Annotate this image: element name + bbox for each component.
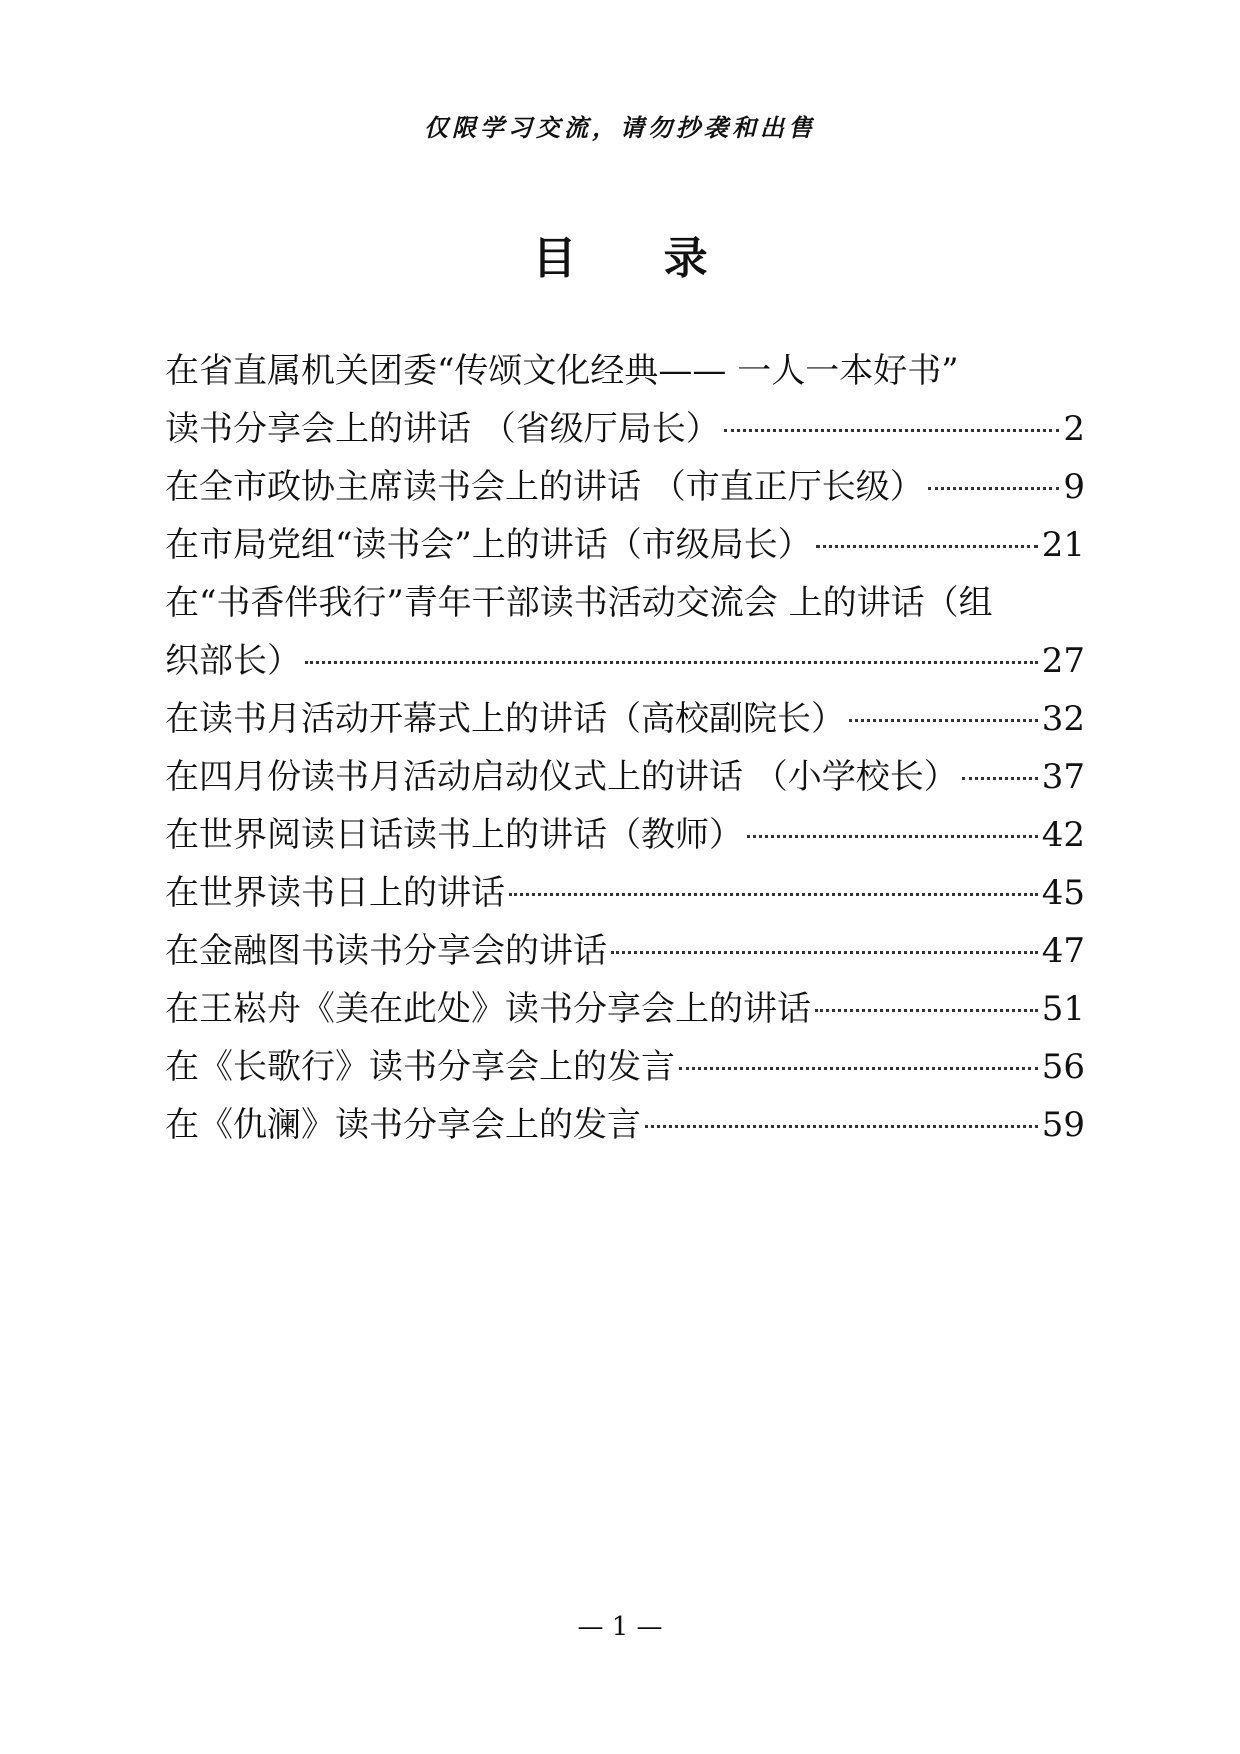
dot-leader bbox=[815, 1008, 1038, 1012]
toc-entry[interactable] bbox=[165, 516, 1085, 574]
toc-entry-title: 在“书香伴我行”青年干部读书活动交流会 上的讲话（组 bbox=[165, 583, 993, 623]
toc-entry-title: 织部长） bbox=[165, 641, 301, 681]
toc-page-number: 21 bbox=[1041, 525, 1085, 565]
toc-entry-title: 在省直属机关团委“传颂文化经典—— 一人一本好书” bbox=[165, 351, 959, 391]
toc-entry-title: 在世界读书日上的讲话 bbox=[165, 873, 505, 913]
toc-entry-title: 在《长歌行》读书分享会上的发言 bbox=[165, 1047, 675, 1087]
toc-entry-title: 在读书月活动开幕式上的讲话（高校副院长） bbox=[165, 699, 845, 739]
toc-entry[interactable] bbox=[165, 574, 1085, 690]
toc-entry[interactable] bbox=[165, 342, 1085, 458]
dot-leader bbox=[305, 660, 1038, 664]
page-title: 目 录 bbox=[532, 233, 744, 284]
toc-page-number: 32 bbox=[1041, 699, 1085, 739]
toc-page-number: 27 bbox=[1041, 641, 1085, 681]
toc-page-number: 56 bbox=[1041, 1047, 1085, 1087]
toc-entry-title: 在金融图书读书分享会的讲话 bbox=[165, 931, 607, 971]
table-of-contents bbox=[165, 342, 1085, 1154]
toc-page-number: 2 bbox=[1063, 409, 1085, 449]
dot-leader bbox=[679, 1066, 1038, 1070]
toc-entry[interactable] bbox=[165, 1096, 1085, 1154]
dot-leader bbox=[849, 718, 1038, 722]
toc-entry[interactable] bbox=[165, 864, 1085, 922]
toc-entry-title: 在全市政协主席读书会上的讲话 （市直正厅长级） bbox=[165, 467, 924, 507]
header-note: 仅限学习交流，请勿抄袭和出售 bbox=[424, 113, 816, 142]
toc-page-number: 47 bbox=[1041, 931, 1085, 971]
toc-entry-title: 在《仇澜》读书分享会上的发言 bbox=[165, 1105, 641, 1145]
toc-entry[interactable] bbox=[165, 1038, 1085, 1096]
toc-page-number: 9 bbox=[1063, 467, 1085, 507]
dot-leader bbox=[645, 1124, 1038, 1128]
toc-page-number: 59 bbox=[1041, 1105, 1085, 1145]
toc-page-number: 45 bbox=[1041, 873, 1085, 913]
dot-leader bbox=[509, 892, 1038, 896]
toc-entry[interactable] bbox=[165, 690, 1085, 748]
toc-page-number: 37 bbox=[1041, 757, 1085, 797]
toc-entry-title: 在市局党组“读书会”上的讲话（市级局长） bbox=[165, 525, 812, 565]
toc-entry[interactable] bbox=[165, 748, 1085, 806]
toc-entry-title: 在世界阅读日话读书上的讲话（教师） bbox=[165, 815, 743, 855]
dot-leader bbox=[816, 544, 1038, 548]
toc-entry-title: 在四月份读书月活动启动仪式上的讲话 （小学校长） bbox=[165, 757, 958, 797]
toc-entry-title: 在王崧舟《美在此处》读书分享会上的讲话 bbox=[165, 989, 811, 1029]
toc-entry-title: 读书分享会上的讲话 （省级厅局长） bbox=[165, 409, 720, 449]
dot-leader bbox=[747, 834, 1038, 838]
dot-leader bbox=[724, 428, 1060, 432]
dot-leader bbox=[611, 950, 1038, 954]
toc-entry[interactable] bbox=[165, 980, 1085, 1038]
toc-page-number: 42 bbox=[1041, 815, 1085, 855]
toc-entry[interactable] bbox=[165, 806, 1085, 864]
dot-leader bbox=[928, 486, 1060, 490]
page-number: — 1 — bbox=[577, 1612, 663, 1642]
dot-leader bbox=[962, 776, 1038, 780]
toc-entry[interactable] bbox=[165, 922, 1085, 980]
toc-entry[interactable] bbox=[165, 458, 1085, 516]
toc-page-number: 51 bbox=[1041, 989, 1085, 1029]
